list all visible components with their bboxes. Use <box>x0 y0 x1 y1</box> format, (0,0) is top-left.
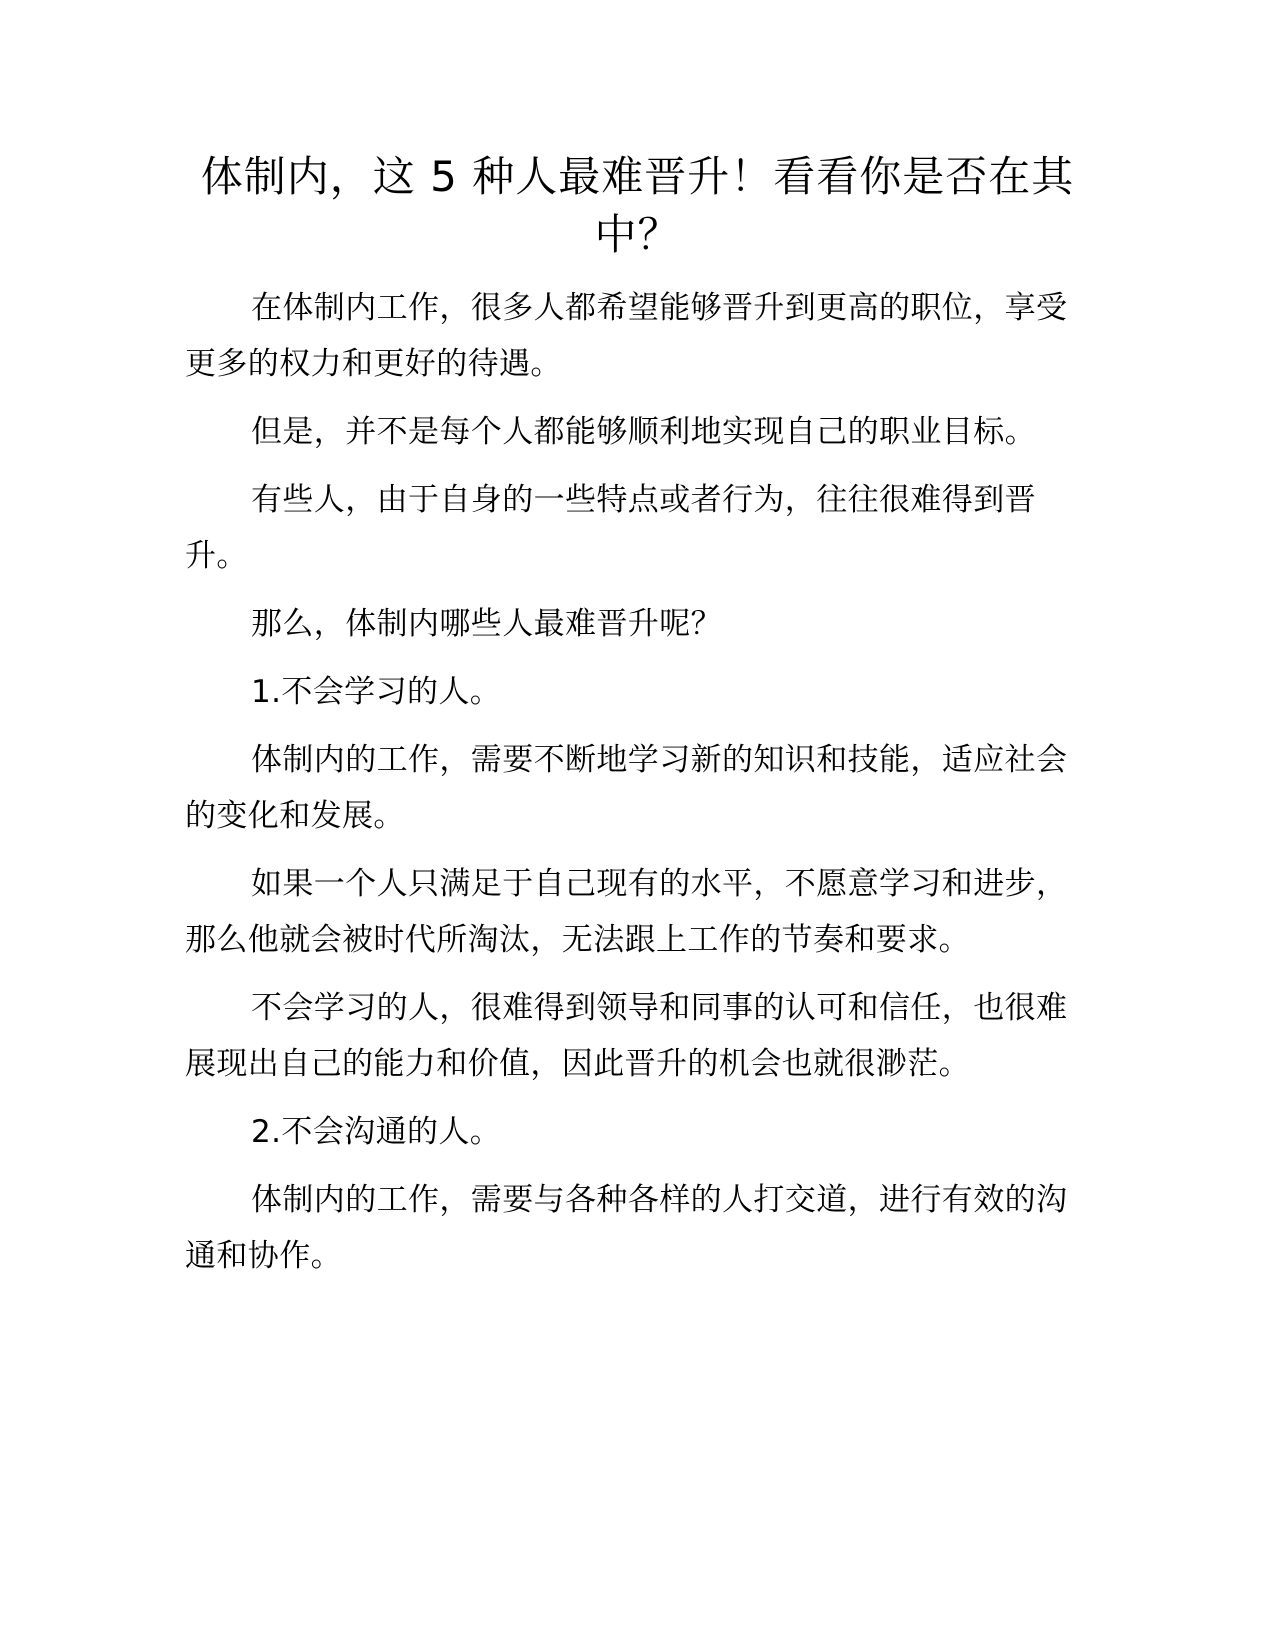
paragraph-learning-need: 体制内的工作，需要不断地学习新的知识和技能，适应社会的变化和发展。 <box>185 742 1068 834</box>
paragraph-question: 那么，体制内哪些人最难晋升呢？ <box>251 606 722 642</box>
paragraph-not-everyone: 但是，并不是每个人都能够顺利地实现自己的职业目标。 <box>251 414 1036 450</box>
paragraph-learning-stagnation: 如果一个人只满足于自己现有的水平，不愿意学习和进步，那么他就会被时代所淘汰，无法跟上工作的节奏和要求。 <box>185 866 1068 958</box>
paragraph-learning-consequence: 不会学习的人，很难得到领导和同事的认可和信任，也很难展现出自己的能力和价值，因此晋升的机会也就很渺茫。 <box>185 990 1068 1082</box>
document-body <box>185 280 1090 1296</box>
document-title: 体制内，这 5 种人最难晋升！看看你是否在其中？ <box>200 152 1075 259</box>
paragraph-some-people: 有些人，由于自身的一些特点或者行为，往往很难得到晋升。 <box>185 482 1036 574</box>
paragraph-communication-need: 体制内的工作，需要与各种各样的人打交道，进行有效的沟通和协作。 <box>185 1182 1068 1274</box>
section-heading-2: 2.不会沟通的人。 <box>251 1114 502 1150</box>
section-heading-1: 1.不会学习的人。 <box>251 674 502 710</box>
paragraph-intro: 在体制内工作，很多人都希望能够晋升到更高的职位，享受更多的权力和更好的待遇。 <box>185 290 1068 382</box>
